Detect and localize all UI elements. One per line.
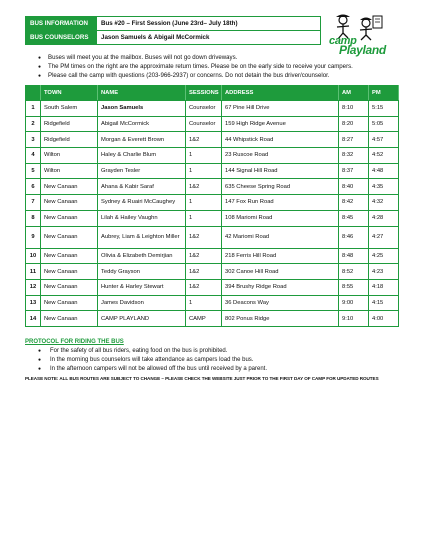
cell-sessions: 1&2 <box>186 132 222 148</box>
cell-am: 8:32 <box>339 148 369 164</box>
cell-pm: 4:27 <box>369 226 399 248</box>
table-row <box>26 311 399 327</box>
cell-sessions: 1 <box>186 148 222 164</box>
cell-name: James Davidson <box>98 295 186 311</box>
cell-sessions: 1 <box>186 295 222 311</box>
routes-note: PLEASE NOTE: ALL BUS ROUTES ARE SUBJECT TO CHANGE – PLEASE CHECK THE WEBSITE JUST PRIOR TO THE FIRST DAY OF CAMP FOR UPDATED ROUTES <box>25 376 379 381</box>
cell-am: 8:55 <box>339 279 369 295</box>
cell-num: 5 <box>26 163 41 179</box>
cell-name: Haley & Charlie Blum <box>98 148 186 164</box>
table-header-row <box>26 86 399 101</box>
cell-pm: 4:48 <box>369 163 399 179</box>
cell-pm: 4:15 <box>369 295 399 311</box>
cell-pm: 4:32 <box>369 195 399 211</box>
cell-num: 9 <box>26 226 41 248</box>
cell-sessions: Counselor <box>186 101 222 117</box>
cell-am: 8:45 <box>339 210 369 226</box>
cell-name: Aubrey, Liam & Leighton Miller <box>98 226 186 248</box>
cell-am: 8:48 <box>339 248 369 264</box>
cell-pm: 4:25 <box>369 248 399 264</box>
logo-line1: camp <box>329 35 357 47</box>
cell-sessions: 1&2 <box>186 226 222 248</box>
cell-am: 8:46 <box>339 226 369 248</box>
cell-num: 1 <box>26 101 41 117</box>
cell-pm: 4:28 <box>369 210 399 226</box>
cell-sessions: 1&2 <box>186 179 222 195</box>
column-header-pm: PM <box>369 86 399 101</box>
bus-info-table <box>25 16 321 45</box>
cell-town: New Canaan <box>41 226 98 248</box>
cell-num: 11 <box>26 264 41 280</box>
bullet-item: ● Buses will meet you at the mailbox. Buses will not go down driveways. <box>38 54 398 63</box>
table-row <box>26 279 399 295</box>
bus-info-label: BUS INFORMATION <box>26 17 97 31</box>
cell-name: Lilah & Hailey Vaughn <box>98 210 186 226</box>
cell-town: Ridgefield <box>41 132 98 148</box>
cell-name: Abigail McCormick <box>98 116 186 132</box>
protocol-item: ● For the safety of all bus riders, eating food on the bus is prohibited. <box>38 347 388 356</box>
cell-am: 8:20 <box>339 116 369 132</box>
table-row <box>26 295 399 311</box>
cell-name: Olivia & Elizabeth Demirjian <box>98 248 186 264</box>
cell-name: Ahana & Kabir Saraf <box>98 179 186 195</box>
cell-address: 44 Whipstick Road <box>222 132 339 148</box>
cell-pm: 4:00 <box>369 311 399 327</box>
cell-num: 10 <box>26 248 41 264</box>
table-row <box>26 116 399 132</box>
cell-address: 23 Ruscoe Road <box>222 148 339 164</box>
cell-name: Hunter & Harley Stewart <box>98 279 186 295</box>
cell-address: 67 Pine Hill Drive <box>222 101 339 117</box>
table-row <box>26 101 399 117</box>
cell-town: New Canaan <box>41 195 98 211</box>
cell-pm: 4:35 <box>369 179 399 195</box>
cell-sessions: 1&2 <box>186 248 222 264</box>
cell-name: Teddy Grayson <box>98 264 186 280</box>
column-header-name: NAME <box>98 86 186 101</box>
cell-am: 8:42 <box>339 195 369 211</box>
protocol-item: ● In the afternoon campers will not be allowed off the bus until received by a parent. <box>38 365 388 374</box>
logo-line2: Playland <box>339 43 386 57</box>
bus-info-value: Bus #20 – First Session (June 23rd– July 18th) <box>97 17 321 31</box>
cell-sessions: 1 <box>186 195 222 211</box>
column-header-town: TOWN <box>41 86 98 101</box>
cell-name: Morgan & Everett Brown <box>98 132 186 148</box>
cell-town: New Canaan <box>41 210 98 226</box>
cell-num: 2 <box>26 116 41 132</box>
cell-town: Wilton <box>41 148 98 164</box>
cell-town: New Canaan <box>41 295 98 311</box>
cell-name: CAMP PLAYLAND <box>98 311 186 327</box>
cell-name: Sydney & Ruairi McCaughey <box>98 195 186 211</box>
counselors-value: Jason Samuels & Abigail McCormick <box>97 31 321 45</box>
cell-address: 394 Brushy Ridge Road <box>222 279 339 295</box>
cell-pm: 4:18 <box>369 279 399 295</box>
cell-num: 8 <box>26 210 41 226</box>
cell-address: 147 Fox Run Road <box>222 195 339 211</box>
table-row <box>26 148 399 164</box>
cell-num: 6 <box>26 179 41 195</box>
bullet-item: ● The PM times on the right are the approximate return times. Please be on the early side to receive your campers. <box>38 63 398 72</box>
table-row <box>26 132 399 148</box>
protocol-list <box>38 347 388 374</box>
cell-address: 218 Ferris Hill Road <box>222 248 339 264</box>
column-header-am: AM <box>339 86 369 101</box>
table-row <box>26 210 399 226</box>
cell-town: Wilton <box>41 163 98 179</box>
column-header-sessions: SESSIONS <box>186 86 222 101</box>
cell-sessions: Counselor <box>186 116 222 132</box>
cell-sessions: 1 <box>186 163 222 179</box>
cell-town: New Canaan <box>41 311 98 327</box>
cell-sessions: CAMP <box>186 311 222 327</box>
cell-sessions: 1 <box>186 210 222 226</box>
cell-am: 8:52 <box>339 264 369 280</box>
protocol-title: PROTOCOL FOR RIDING THE BUS <box>25 339 124 345</box>
roster-body <box>26 101 399 327</box>
column-header-num <box>26 86 41 101</box>
table-row <box>26 248 399 264</box>
cell-town: New Canaan <box>41 264 98 280</box>
bullet-item: ● Please call the camp with questions (203-966-2937) or concerns. Do not detain the bus driver/counselor. <box>38 72 398 81</box>
cell-am: 8:27 <box>339 132 369 148</box>
cell-num: 12 <box>26 279 41 295</box>
cell-address: 36 Deacons Way <box>222 295 339 311</box>
cell-town: Ridgefield <box>41 116 98 132</box>
cell-num: 3 <box>26 132 41 148</box>
cell-pm: 4:57 <box>369 132 399 148</box>
table-row <box>26 264 399 280</box>
table-row <box>26 163 399 179</box>
cell-am: 9:00 <box>339 295 369 311</box>
cell-town: New Canaan <box>41 179 98 195</box>
cell-name: Grayden Tesler <box>98 163 186 179</box>
cell-address: 159 High Ridge Avenue <box>222 116 339 132</box>
cell-town: South Salem <box>41 101 98 117</box>
cell-am: 8:40 <box>339 179 369 195</box>
cell-town: New Canaan <box>41 279 98 295</box>
cell-num: 4 <box>26 148 41 164</box>
table-row <box>26 179 399 195</box>
cell-town: New Canaan <box>41 248 98 264</box>
cell-address: 302 Canoe Hill Road <box>222 264 339 280</box>
bus-roster-table <box>25 85 399 327</box>
table-row <box>26 226 399 248</box>
cell-sessions: 1&2 <box>186 279 222 295</box>
cell-address: 144 Signal Hill Road <box>222 163 339 179</box>
cell-am: 8:10 <box>339 101 369 117</box>
cell-num: 13 <box>26 295 41 311</box>
cell-pm: 4:52 <box>369 148 399 164</box>
table-row <box>26 195 399 211</box>
cell-address: 108 Mariomi Road <box>222 210 339 226</box>
cell-num: 7 <box>26 195 41 211</box>
cell-am: 8:37 <box>339 163 369 179</box>
cell-pm: 5:15 <box>369 101 399 117</box>
counselors-label: BUS COUNSELORS <box>26 31 97 45</box>
cell-sessions: 1&2 <box>186 264 222 280</box>
cell-pm: 4:23 <box>369 264 399 280</box>
cell-address: 635 Cheese Spring Road <box>222 179 339 195</box>
column-header-address: ADDRESS <box>222 86 339 101</box>
cell-name: Jason Samuels <box>98 101 186 117</box>
cell-pm: 5:05 <box>369 116 399 132</box>
cell-am: 9:10 <box>339 311 369 327</box>
info-bullets <box>38 54 398 80</box>
cell-num: 14 <box>26 311 41 327</box>
protocol-item: ● In the morning bus counselors will take attendance as campers load the bus. <box>38 356 388 365</box>
cell-address: 802 Ponus Ridge <box>222 311 339 327</box>
cell-address: 42 Mariomi Road <box>222 226 339 248</box>
